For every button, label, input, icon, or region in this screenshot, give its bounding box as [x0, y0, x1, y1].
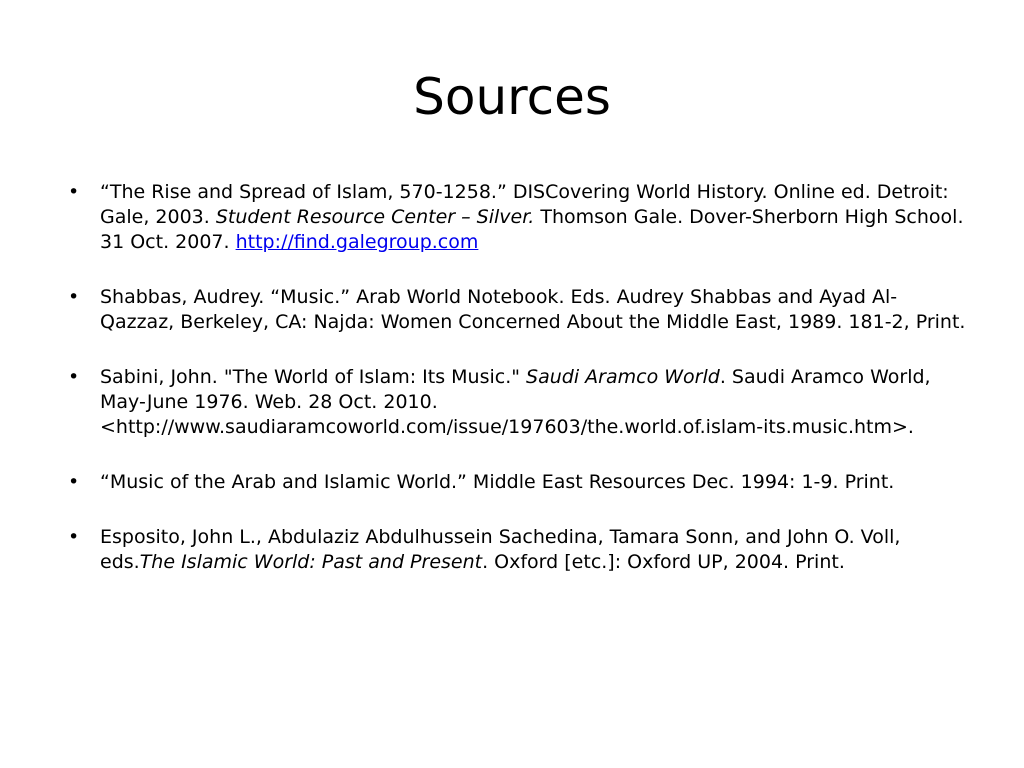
source-item-5	[68, 525, 968, 575]
source-text: . Saudi Aramco World, May-June 1976. Web. 28 Oct. 2010. <http://www.saudiaramcoworld.com/issue/197603/the.world.of.islam-its.music.htm>.	[100, 366, 931, 438]
bullet-icon: •	[68, 471, 80, 493]
source-text: “The Rise and Spread of Islam, 570-1258.” DISCovering World History. Online ed. Detroit: Gale, 2003.	[100, 181, 949, 228]
bullet-icon: •	[68, 366, 80, 388]
slide-title: Sources	[413, 68, 611, 126]
bullet-icon: •	[68, 286, 80, 308]
source-text: Sabini, John. "The World of Islam: Its Music."	[100, 366, 527, 388]
source-item-1	[68, 180, 968, 255]
source-text: Esposito, John L., Abdulaziz Abdulhussein Sachedina, Tamara Sonn, and John O. Voll, eds.	[100, 526, 901, 573]
source-italic-title: Student Resource Center – Silver.	[215, 206, 535, 228]
source-italic-title: Saudi Aramco World	[526, 366, 720, 388]
source-text: . Oxford [etc.]: Oxford UP, 2004. Print.	[482, 551, 845, 573]
source-text: Shabbas, Audrey. “Music.” Arab World Notebook. Eds. Audrey Shabbas and Ayad Al-Qazzaz, Berkeley, CA: Najda: Women Concerned About the Middle East, 1989. 181-2, Print.	[100, 286, 966, 333]
bullet-icon: •	[68, 526, 80, 548]
source-item-4	[68, 470, 968, 495]
sources-list	[68, 180, 968, 605]
bullet-icon: •	[68, 181, 80, 203]
source-text: “Music of the Arab and Islamic World.” Middle East Resources Dec. 1994: 1-9. Print.	[100, 471, 895, 493]
source-italic-title: The Islamic World: Past and Present	[139, 551, 483, 573]
source-item-3	[68, 365, 968, 440]
source-link[interactable]: http://find.galegroup.com	[235, 231, 479, 253]
source-item-2	[68, 285, 968, 335]
source-text: Thomson Gale. Dover-Sherborn High School. 31 Oct. 2007.	[100, 206, 964, 253]
